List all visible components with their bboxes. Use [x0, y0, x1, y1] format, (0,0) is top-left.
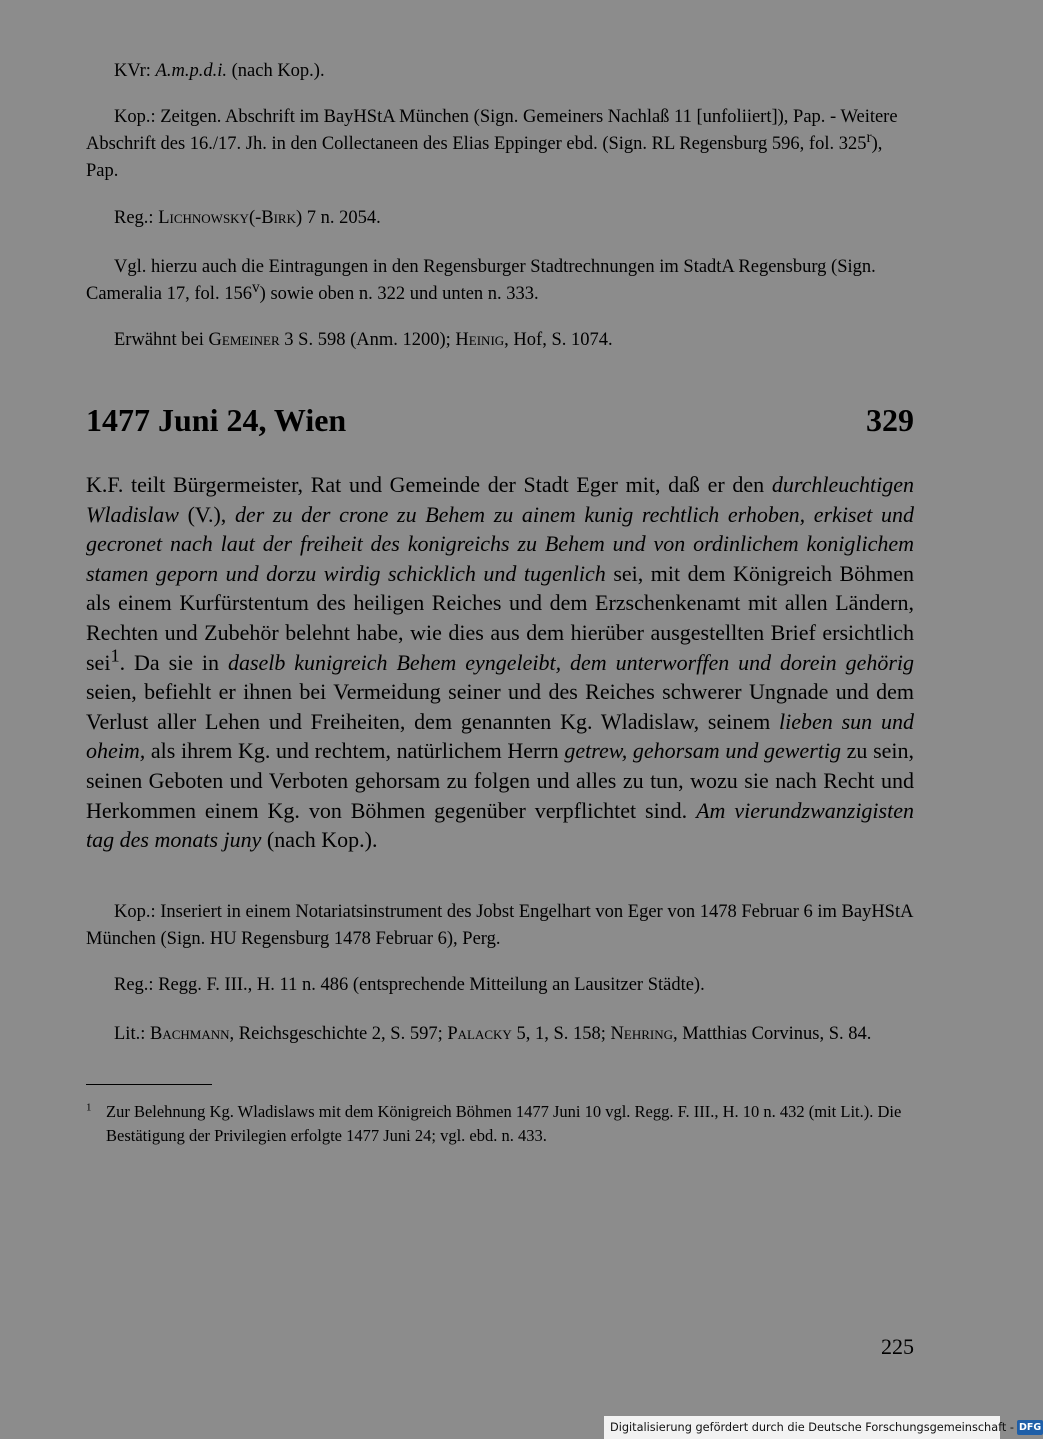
- reg-paragraph: Reg.: Regg. F. III., H. 11 n. 486 (entsprechende Mitteilung an Lausitzer Städte).: [114, 975, 705, 995]
- footnote-divider: [86, 1084, 212, 1085]
- kop-paragraph: Kop.: Inseriert in einem Notariatsinstrument des Jobst Engelhart von Eger von 1478 Februar 6 im BayHStA München (Sign. HU Regensburg 1478 Februar 6), Perg.: [86, 902, 913, 949]
- erwaehnt-paragraph: Erwähnt bei Gemeiner 3 S. 598 (Anm. 1200); Heinig, Hof, S. 1074.: [114, 330, 613, 350]
- footnote-reference: 1: [110, 645, 120, 666]
- reg-paragraph-previous: Reg.: Lichnowsky(-Birk) 7 n. 2054.: [114, 208, 381, 228]
- footnote-mark: 1: [86, 1101, 92, 1114]
- footnote-text: Zur Belehnung Kg. Wladislaws mit dem Königreich Böhmen 1477 Juni 10 vgl. Regg. F. III., H. 10 n. 432 (mit Lit.). Die Bestätigung der Privilegien erfolgte 1477 Juni 24; vgl. ebd. n. 433.: [106, 1102, 902, 1145]
- funding-footer: [604, 1416, 1042, 1439]
- page-number: 225: [881, 1334, 914, 1359]
- entry-heading: [86, 398, 914, 442]
- vgl-paragraph: Vgl. hierzu auch die Eintragungen in den Regensburger Stadtrechnungen im StadtA Regensburg (Sign. Cameralia 17, fol. 156$^v$) sowie oben n. 322 und unten n. 333.: [86, 257, 876, 304]
- dfg-logo: DFG: [1019, 1422, 1042, 1433]
- lit-paragraph: Lit.: Bachmann, Reichsgeschichte 2, S. 597; Palacky 5, 1, S. 158; Nehring, Matthias Corvinus, S. 84.: [114, 1024, 872, 1044]
- kvr-line: KVr: A.m.p.d.i. (nach Kop.).: [114, 61, 325, 81]
- funding-note: Digitalisierung gefördert durch die Deutsche Forschungsgemeinschaft -: [610, 1421, 1015, 1434]
- entry-regest-body: K.F. teilt Bürgermeister, Rat und Gemeinde der Stadt Eger mit, daß er den durchleuchtigen Wladislaw (V.), der zu der crone zu Behem zu ainem kunig rechtlich erhoben, erkiset und gecronet nach laut der freiheit des konigreichs zu Behem und von ordinlichem koniglichem stamen geporn und dorzu wirdig schicklich und tugenlich sei, mit dem Königreich Böhmen als einem Kurfürstentum des heiligen Reiches und dem Erzschenkenamt mit allen Ländern, Rechten und Zubehör belehnt habe, wie dies aus dem hierüber ausgestellten Brief ersichtlich sei$^1$. Da sie in daselb kunigreich Behem eyngeleibt, dem unterworffen und dorein gehörig seien, befiehlt er ihnen bei Vermeidung seiner und des Reiches schwerer Ungnade und dem Verlust aller Lehen und Freiheiten, dem genannten Kg. Wladislaw, seinem lieben sun und oheim, als ihrem Kg. und rechtem, natürlichem Herrn getrew, gehorsam und gewertig zu sein, seinen Geboten und Verboten gehorsam zu folgen und alles zu tun, wozu sie nach Recht und Herkommen einem Kg. von Böhmen gegenüber verpflichtet sind. Am vierundzwanzigisten tag des monats juny (nach Kop.).: [86, 472, 915, 853]
- kop-paragraph-previous: Kop.: Zeitgen. Abschrift im BayHStA München (Sign. Gemeiners Nachlaß 11 [unfoliiert]), Pap. - Weitere Abschrift des 16./17. Jh. in den Collectaneen des Elias Eppinger ebd. (Sign. RL Regensburg 596, fol. 325$^r$), Pap.: [86, 107, 898, 181]
- entry-date-place: 1477 Juni 24, Wien: [86, 402, 347, 438]
- entry-number: 329: [866, 402, 914, 438]
- footnote: [86, 1100, 914, 1148]
